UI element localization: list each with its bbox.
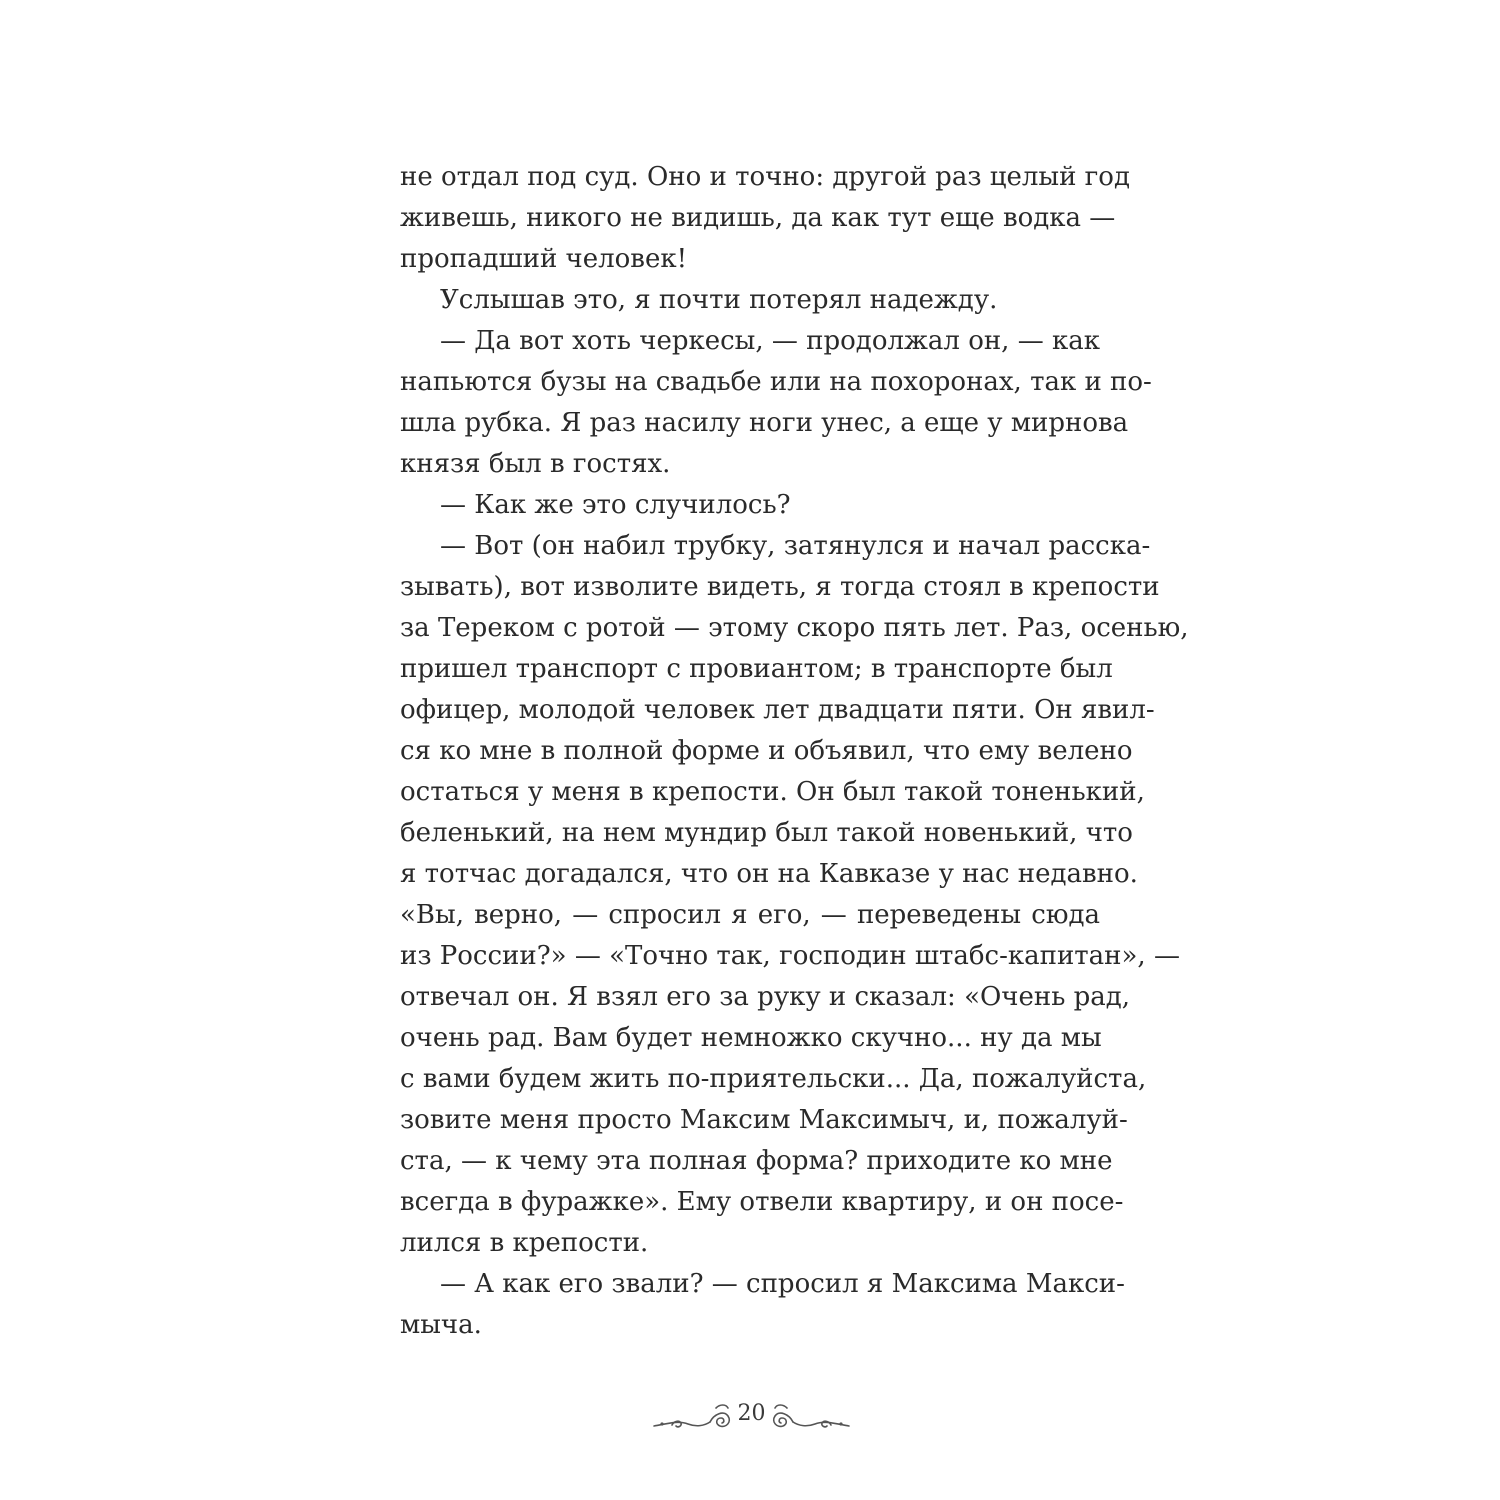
text-line: пропадший человек! xyxy=(400,244,688,274)
text-line: зовите меня просто Максим Максимыч, и, пожалуй- xyxy=(400,1105,1128,1135)
text-line: «Вы, верно, — спросил я его, — переведены сюда xyxy=(400,900,1100,930)
text-line: ся ко мне в полной форме и объявил, что ему велено xyxy=(400,736,1133,766)
page-number: 20 xyxy=(737,1401,766,1426)
flourish-right-icon xyxy=(769,1400,851,1434)
text-line: офицер, молодой человек лет двадцати пяти. Он явил- xyxy=(400,695,1155,725)
text-line: всегда в фуражке». Ему отвели квартиру, и он посе- xyxy=(400,1187,1124,1217)
text-line: остаться у меня в крепости. Он был такой тоненький, xyxy=(400,777,1145,807)
body-text xyxy=(400,157,1189,1346)
text-line: живешь, никого не видишь, да как тут еще водка — xyxy=(400,203,1116,233)
text-line: — Как же это случилось? xyxy=(440,490,791,520)
text-line: очень рад. Вам будет немножко скучно... ну да мы xyxy=(400,1023,1102,1053)
text-line: не отдал под суд. Оно и точно: другой раз целый год xyxy=(400,162,1130,192)
text-line: из России?» — «Точно так, господин штабс-капитан», — xyxy=(400,941,1180,971)
text-line: ста, — к чему эта полная форма? приходите ко мне xyxy=(400,1146,1113,1176)
text-line: Услышав это, я почти потерял надежду. xyxy=(440,285,998,315)
text-line: князя был в гостях. xyxy=(400,449,671,479)
text-line: пришел транспорт с провиантом; в транспорте был xyxy=(400,654,1113,684)
page-footer xyxy=(0,1396,1500,1446)
text-line: я тотчас догадался, что он на Кавказе у нас недавно. xyxy=(400,859,1138,889)
flourish-left-icon xyxy=(652,1400,734,1434)
text-line: мыча. xyxy=(400,1310,482,1340)
text-line: — А как его звали? — спросил я Максима Макси- xyxy=(440,1269,1125,1299)
text-line: — Да вот хоть черкесы, — продолжал он, — как xyxy=(440,326,1100,356)
text-line: с вами будем жить по-приятельски... Да, пожалуйста, xyxy=(400,1064,1147,1094)
text-line: шла рубка. Я раз насилу ноги унес, а еще у мирнова xyxy=(400,408,1129,438)
text-line: лился в крепости. xyxy=(400,1228,649,1258)
text-line: напьются бузы на свадьбе или на похоронах, так и по- xyxy=(400,367,1152,397)
text-line: отвечал он. Я взял его за руку и сказал: «Очень рад, xyxy=(400,982,1131,1012)
text-line: зывать), вот изволите видеть, я тогда стоял в крепости xyxy=(400,572,1160,602)
text-line: — Вот (он набил трубку, затянулся и начал расска- xyxy=(440,531,1151,561)
text-line: беленький, на нем мундир был такой новенький, что xyxy=(400,818,1133,848)
text-line: за Тереком с ротой — этому скоро пять лет. Раз, осенью, xyxy=(400,613,1189,643)
